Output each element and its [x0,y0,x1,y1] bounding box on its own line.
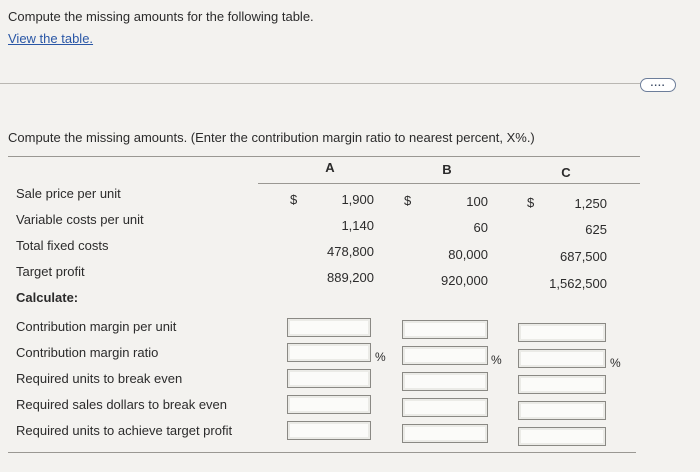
label-sale-price: Sale price per unit [16,186,121,201]
label-target-profit: Target profit [16,264,85,279]
break-even-sales-input-a[interactable] [287,395,371,414]
target-profit-b: 920,000 [441,273,488,288]
instruction-text: Compute the missing amounts. (Enter the contribution margin ratio to nearest percent, X%.) [8,130,535,145]
break-even-units-input-b[interactable] [402,372,488,391]
fixed-costs-b: 80,000 [448,247,488,262]
table-top-rule [8,156,640,157]
fixed-costs-c: 687,500 [560,249,607,264]
label-break-even-units: Required units to break even [16,371,183,386]
calculate-heading: Calculate: [16,290,79,305]
label-fixed-costs: Total fixed costs [16,238,109,253]
cm-per-unit-input-b[interactable] [402,320,488,339]
break-even-units-input-c[interactable] [518,375,606,394]
view-table-link[interactable]: View the table. [8,31,94,46]
prompt-text: Compute the missing amounts for the following table. [8,9,314,24]
variable-costs-a: 1,140 [341,218,374,233]
label-variable-costs: Variable costs per unit [16,212,144,227]
percent-sign-c: % [610,356,621,370]
target-units-input-a[interactable] [287,421,371,440]
target-profit-a: 889,200 [327,270,374,285]
table-bottom-rule [8,452,636,453]
divider-top [0,83,640,84]
cm-ratio-input-b[interactable] [402,346,488,365]
column-header-b: B [442,162,452,177]
label-cm-per-unit: Contribution margin per unit [16,319,177,334]
percent-sign-b: % [491,353,502,367]
variable-costs-b: 60 [473,220,488,235]
cm-per-unit-input-c[interactable] [518,323,606,342]
break-even-units-input-a[interactable] [287,369,371,388]
sale-price-b: 100 [466,194,488,209]
fixed-costs-a: 478,800 [327,244,374,259]
break-even-sales-input-c[interactable] [518,401,606,420]
variable-costs-c: 625 [585,222,607,237]
more-options-button[interactable]: .... [640,78,676,92]
column-header-c: C [561,165,571,180]
label-target-units: Required units to achieve target profit [16,423,233,438]
cm-ratio-input-a[interactable] [287,343,371,362]
label-cm-ratio: Contribution margin ratio [16,345,159,360]
target-units-input-c[interactable] [518,427,606,446]
cm-per-unit-input-a[interactable] [287,318,371,337]
column-header-a: A [325,160,335,175]
currency-sign-b: $ [404,193,412,208]
currency-sign-c: $ [527,195,535,210]
target-profit-c: 1,562,500 [549,276,607,291]
break-even-sales-input-b[interactable] [402,398,488,417]
sale-price-a: 1,900 [341,192,374,207]
header-bottom-rule [258,183,640,184]
target-units-input-b[interactable] [402,424,488,443]
cm-ratio-input-c[interactable] [518,349,606,368]
sale-price-c: 1,250 [574,196,607,211]
currency-sign-a: $ [290,192,298,207]
percent-sign-a: % [375,350,386,364]
label-break-even-sales: Required sales dollars to break even [16,397,228,412]
